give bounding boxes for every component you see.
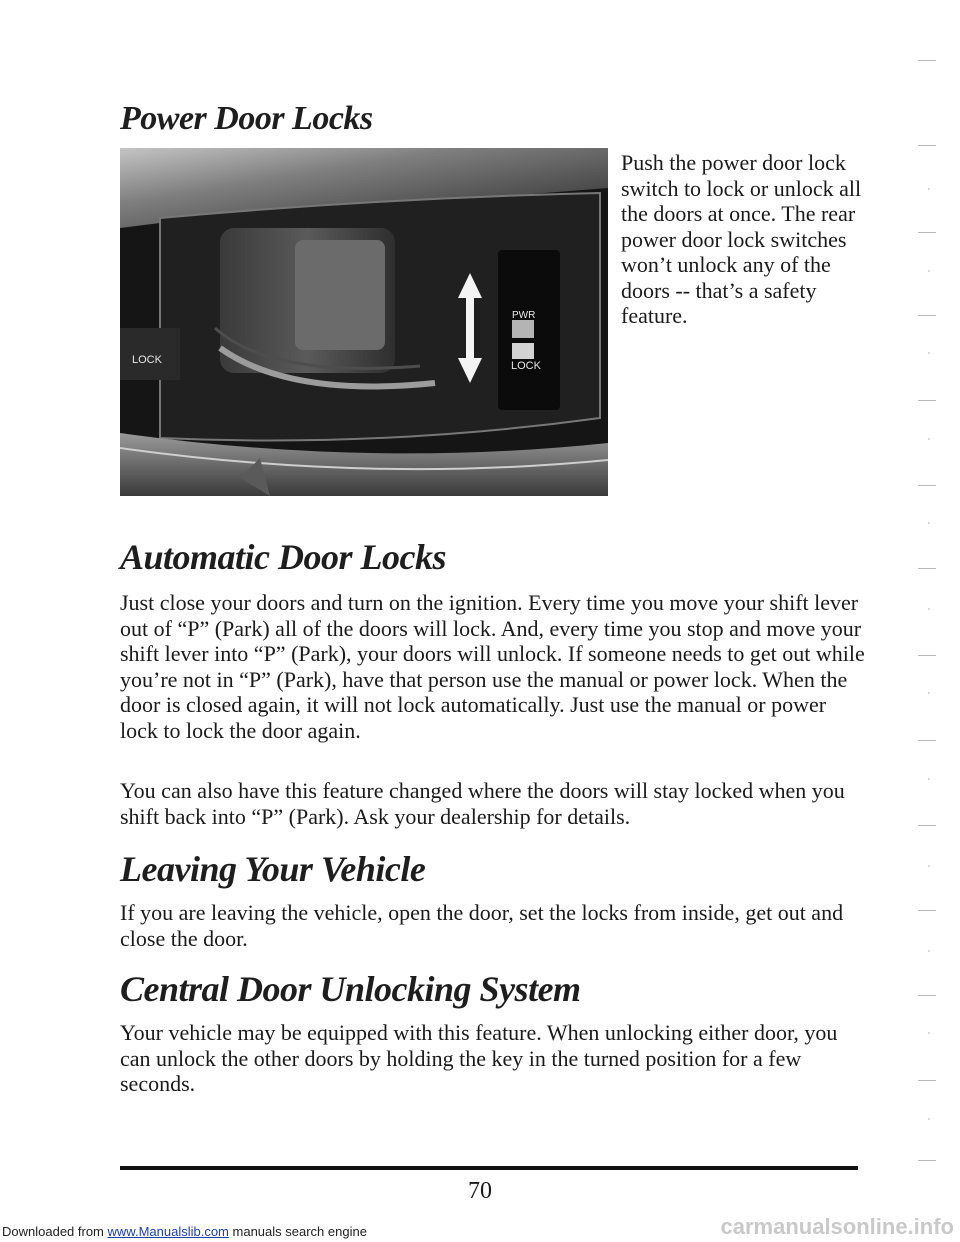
- section-title-central-door-unlocking: Central Door Unlocking System: [120, 969, 581, 1009]
- automatic-door-locks-paragraph-1: Just close your doors and turn on the ignition. Every time you move your shift lever out of “P” (Park) all of the doors will lock. And, every time you stop and move your shift lever into “P” (Park), your doors will unlock. If someone needs to get out while you’re not in “P” (Park), have that person use the manual or power lock. When the door is closed again, it will not lock automatically. Just use the manual or power lock to lock the door again.: [120, 590, 865, 743]
- download-footer: [2, 1224, 367, 1239]
- footer-prefix: Downloaded from: [2, 1224, 104, 1239]
- automatic-door-locks-paragraph-2: You can also have this feature changed where the doors will stay locked when you shift back into “P” (Park). Ask your dealership for details.: [120, 778, 845, 829]
- switch-label-lock-left: LOCK: [132, 354, 162, 366]
- watermark: carmanualsonline.info: [720, 1214, 954, 1239]
- switch-label-pwr: PWR: [512, 310, 536, 321]
- switch-label-lock-right: LOCK: [511, 360, 541, 372]
- power-door-locks-text: Push the power door lock switch to lock or unlock all the doors at once. The rear power door lock switches won’t unlock any of the doors -- that’s a safety feature.: [621, 150, 862, 328]
- section-title-automatic-door-locks: Automatic Door Locks: [120, 537, 447, 577]
- central-door-unlocking-text: Your vehicle may be equipped with this feature. When unlocking either door, you can unlock the other doors by holding the key in the turned position for a few seconds.: [120, 1020, 838, 1096]
- page-number: 70: [468, 1178, 492, 1204]
- section-title-leaving-your-vehicle: Leaving Your Vehicle: [120, 849, 426, 889]
- leaving-your-vehicle-text: If you are leaving the vehicle, open the door, set the locks from inside, get out and close the door.: [120, 900, 844, 951]
- footer-suffix: manuals search engine: [232, 1224, 367, 1239]
- section-title-power-door-locks: Power Door Locks: [120, 100, 373, 137]
- door-lock-switch-photo: [120, 148, 608, 496]
- manualslib-link[interactable]: www.Manualslib.com: [107, 1224, 229, 1239]
- footer-rule: [120, 1166, 858, 1170]
- margin-registration-marks: [910, 60, 940, 1180]
